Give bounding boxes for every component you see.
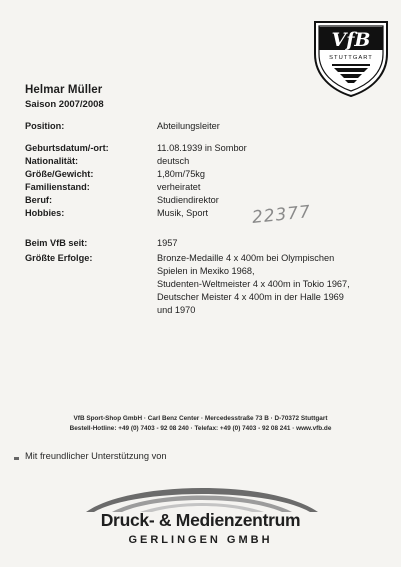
fact-value: Abteilungsleiter	[157, 121, 220, 131]
sponsor-swoosh-icon	[82, 474, 322, 514]
fact-label: Geburtsdatum/-ort:	[25, 143, 109, 153]
sponsor-name: Druck- & Medienzentrum	[100, 510, 301, 530]
vfb-crest-icon	[312, 18, 390, 98]
fact-value: 1957	[157, 238, 178, 248]
fact-label: Hobbies:	[25, 208, 65, 218]
support-text: Mit freundlicher Unterstützung von	[25, 451, 167, 461]
fact-label: Größte Erfolge:	[25, 253, 93, 263]
player-name: Helmar Müller	[25, 84, 103, 96]
fact-value: Bronze-Medaille 4 x 400m bei Olympischen Spielen in Mexiko 1968, Studenten-Weltmeister 4 x 400m in Tokio 1967, Deutscher Meister 4 x 400m in der Halle 1969 und 1970	[157, 253, 350, 315]
fact-label: Beim VfB seit:	[25, 238, 88, 248]
fact-value: Studiendirektor	[157, 195, 219, 205]
crest-text: VfB	[331, 29, 371, 51]
fact-label: Beruf:	[25, 195, 53, 205]
fact-value: Musik, Sport	[157, 208, 209, 218]
sponsor-subtitle: GERLINGEN GMBH	[128, 534, 273, 546]
shop-hotline: Bestell-Hotline: +49 (0) 7403 - 92 08 240 · Telefax: +49 (0) 7403 - 92 08 241 · www.vfb.de	[69, 425, 332, 432]
corner-mark	[14, 457, 19, 460]
fact-label: Position:	[25, 121, 65, 131]
fact-value: verheiratet	[157, 182, 201, 192]
fact-value: deutsch	[157, 156, 190, 166]
crest-subtext: STUTTGART	[329, 55, 373, 61]
fact-label: Größe/Gewicht:	[25, 169, 94, 179]
handwritten-note: 22377	[251, 201, 312, 229]
fact-value: 11.08.1939 in Sombor	[157, 143, 247, 153]
fact-label: Familienstand:	[25, 182, 90, 192]
fact-label: Nationalität:	[25, 156, 79, 166]
season: Saison 2007/2008	[25, 99, 104, 110]
shop-address: VfB Sport-Shop GmbH · Carl Benz Center · Mercedesstraße 73 B · D-70372 Stuttgart	[73, 415, 328, 422]
fact-value: 1,80m/75kg	[157, 169, 206, 179]
